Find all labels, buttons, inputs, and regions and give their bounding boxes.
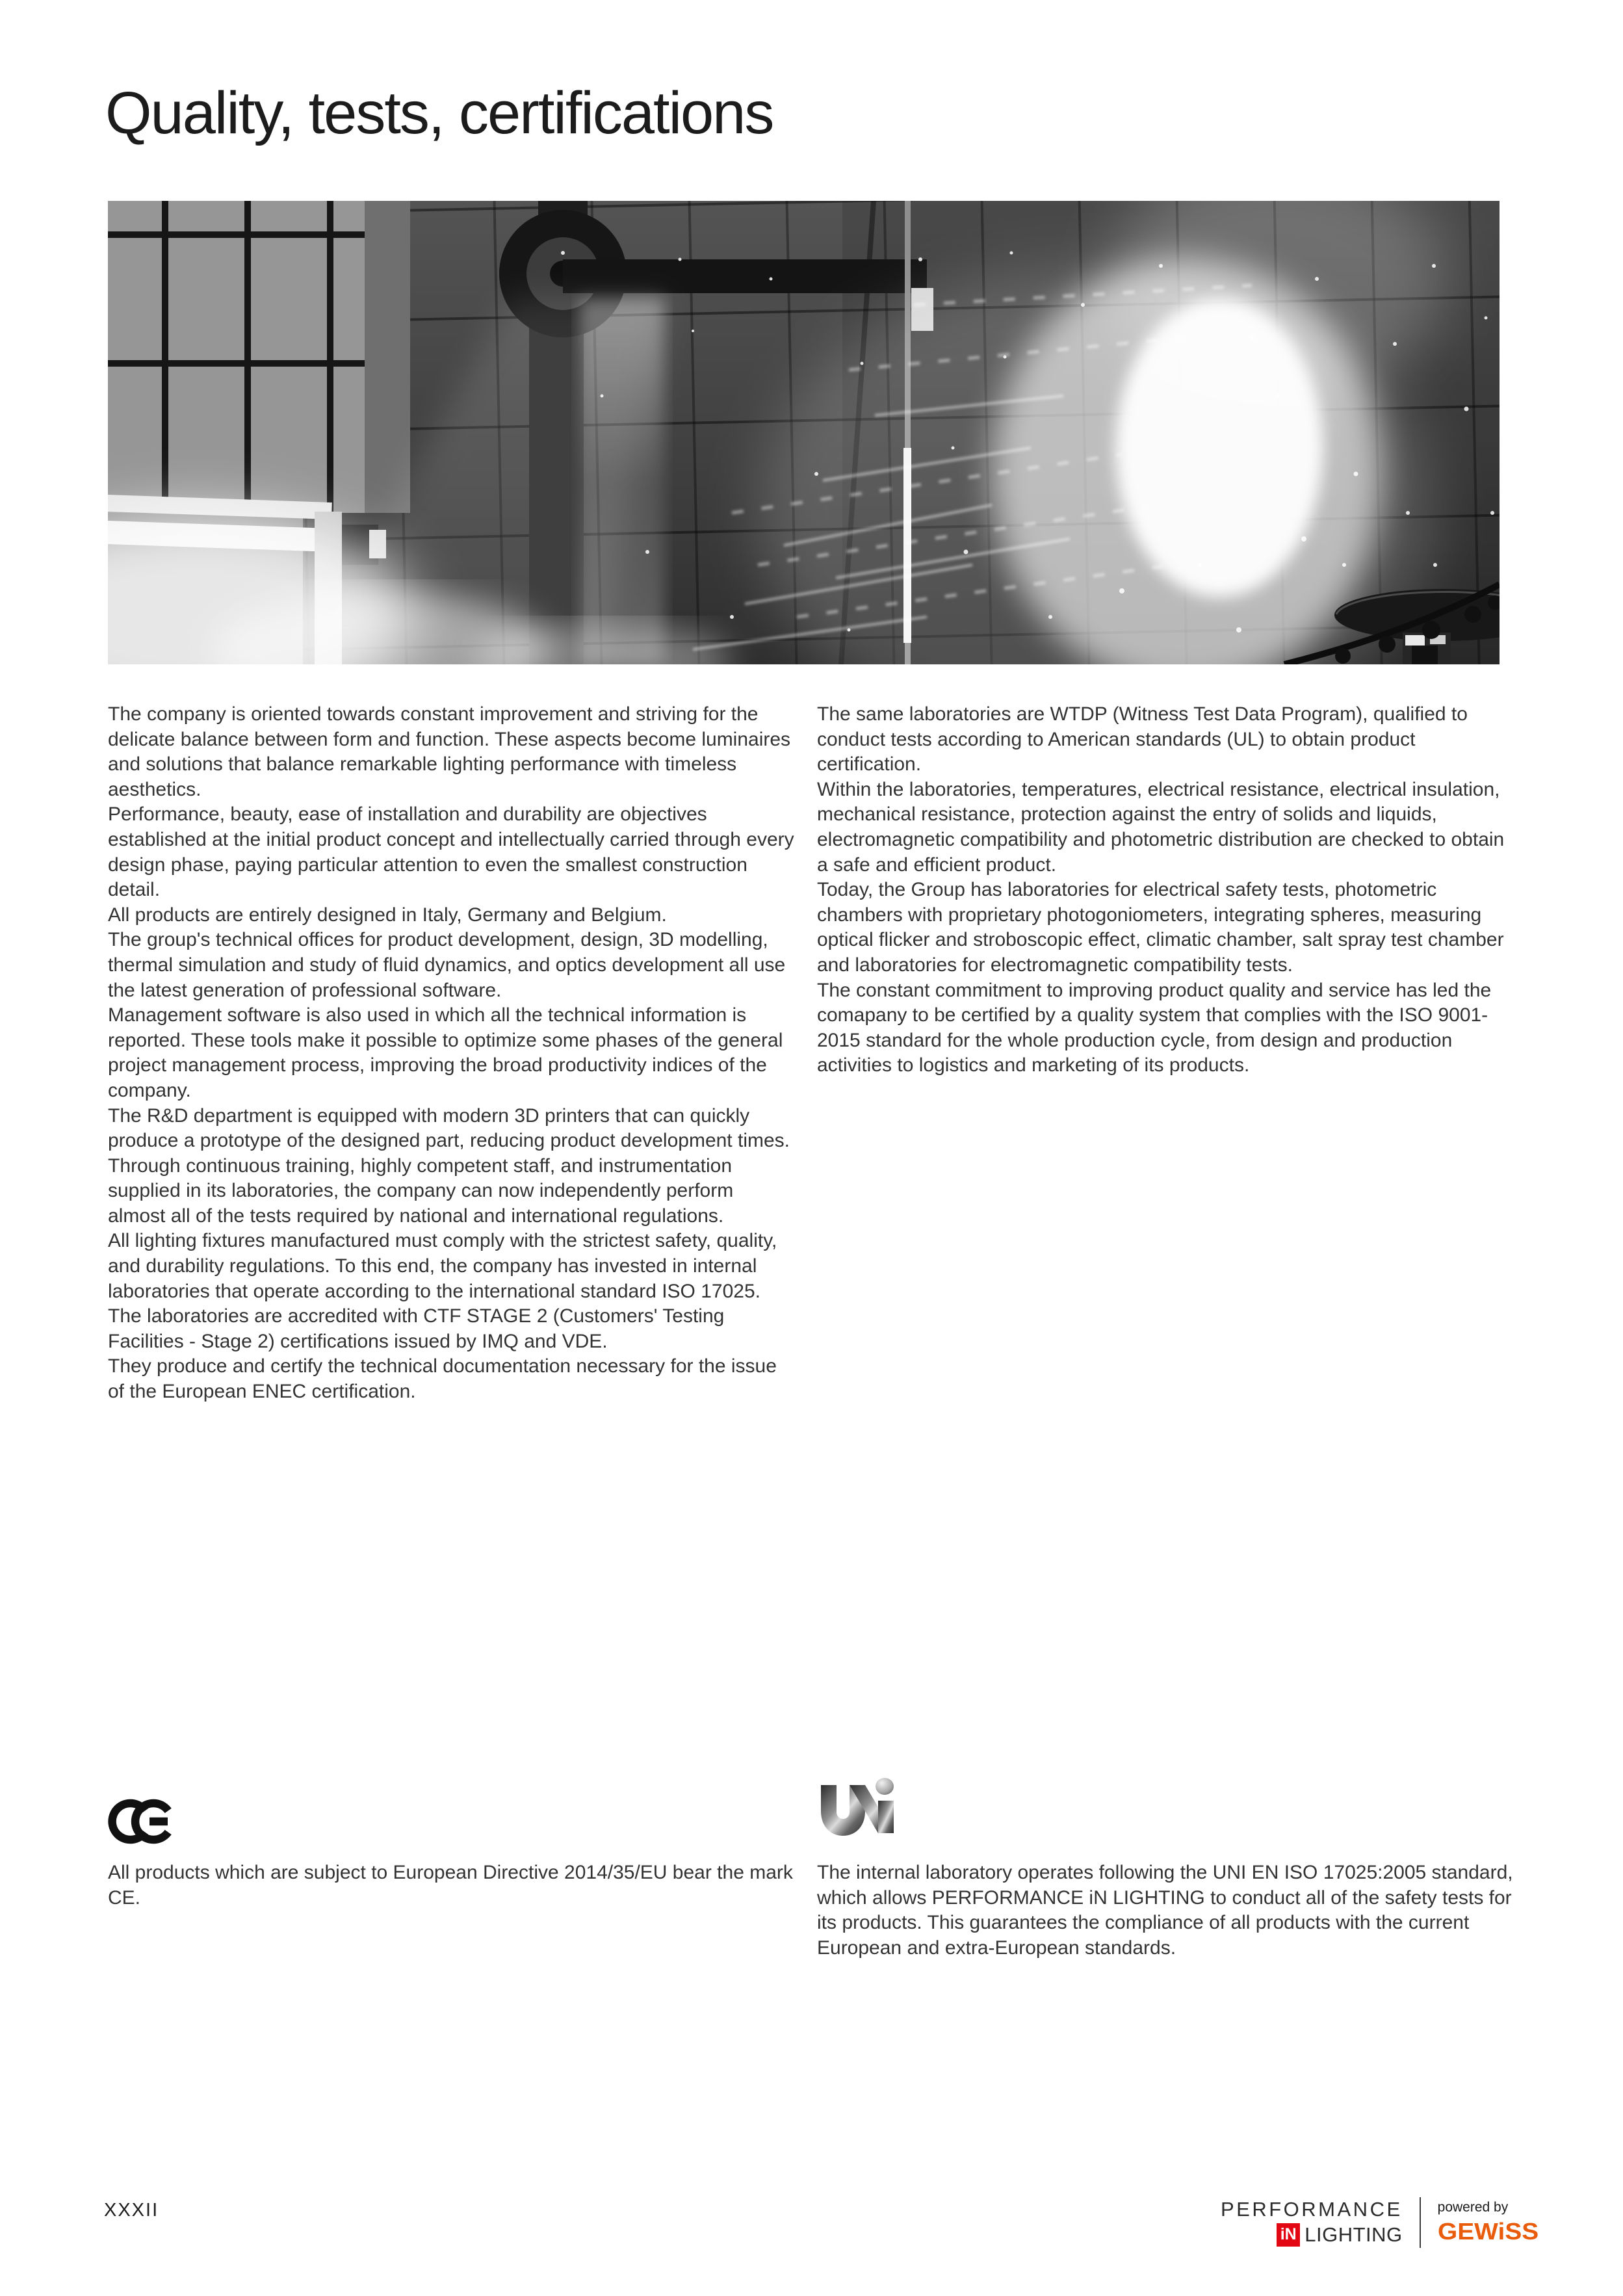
body-paragraph: The same laboratories are WTDP (Witness Test Data Program), qualified to conduct tests according to American standards (UL) to obtain product certification. <box>817 703 1468 776</box>
body-paragraph: All lighting fixtures manufactured must comply with the strictest safety, quality, and durability regulations. To this end, the company has invested in internal laboratories that operate according to the international standard ISO 17025. <box>108 1230 777 1302</box>
gewiss-logo: GEWiSS <box>1437 2218 1539 2245</box>
body-column-left <box>108 702 796 1405</box>
body-paragraph: Performance, beauty, ease of installation and durability are objectives established at the initial product concept and intellectually carried through every design phase, paying particular attention to even the smallest construction detail. <box>108 803 794 901</box>
spray-test-photo-graphic <box>108 201 1500 664</box>
ce-caption <box>108 1860 816 1911</box>
powered-by-label: powered by <box>1437 2200 1509 2215</box>
body-paragraph: The company is oriented towards constant improvement and striving for the delicate balance between form and function. These aspects become luminaires and solutions that balance remarkable lighting performance with timeless aesthetics. <box>108 703 791 800</box>
brand-lighting: LIGHTING <box>1305 2223 1403 2246</box>
brand-performance: PERFORMANCE <box>1221 2198 1403 2221</box>
spray-test-photo <box>108 201 1500 664</box>
uni-caption <box>817 1860 1516 1961</box>
body-column-right <box>817 702 1505 1078</box>
body-paragraph: Within the laboratories, temperatures, electrical resistance, electrical insulation, mechanical resistance, protection against the entry of solids and liquids, electromagnetic compatibility and photometric distribution are checked to obtain a safe and efficient product. <box>817 778 1505 876</box>
body-paragraph: The laboratories are accredited with CTF STAGE 2 (Customers' Testing Facilities - Stage 2) certifications issued by IMQ and VDE. <box>108 1305 725 1352</box>
body-paragraph: Today, the Group has laboratories for electrical safety tests, photometric chambers with proprietary photogoniometers, integrating spheres, measuring optical flicker and stroboscopic effect, climatic chamber, salt spray test chamber and laboratories for electromagnetic compatibility tests. <box>817 879 1504 976</box>
body-paragraph: Through continuous training, highly competent staff, and instrumentation supplied in its laboratories, the company can now independently perform almost all of the tests required by national and international regulations. <box>108 1155 734 1227</box>
in-badge-icon: iN <box>1277 2223 1300 2247</box>
gewiss-logo-block <box>1437 2200 1539 2245</box>
body-paragraph: They produce and certify the technical documentation necessary for the issue of the European ENEC certification. <box>108 1355 777 1403</box>
body-paragraph: The constant commitment to improving product quality and service has led the comapany to be certified by a quality system that complies with the ISO 9001-2015 standard for the whole production cycle, from design and production activities to logistics and marketing of its products. <box>817 979 1492 1076</box>
body-paragraph: The group's technical offices for product development, design, 3D modelling, thermal simulation and study of fluid dynamics, and optics development all use the latest generation of professional software. <box>108 929 786 1001</box>
performance-in-lighting-logo <box>1221 2198 1403 2246</box>
brand-divider <box>1420 2197 1421 2248</box>
uni-caption-text: The internal laboratory operates following the UNI EN ISO 17025:2005 standard, which allows PERFORMANCE iN LIGHTING to conduct all of the safety tests for its products. This guarantees the compliance of all products with the current European and extra-European standards. <box>817 1862 1513 1959</box>
footer-brand <box>1221 2197 1539 2248</box>
body-paragraph: The R&D department is equipped with modern 3D printers that can quickly produce a prototype of the designed part, reducing product development times. <box>108 1104 790 1152</box>
ce-caption-text: All products which are subject to European Directive 2014/35/EU bear the mark CE. <box>108 1862 793 1909</box>
ce-mark-logo <box>108 1797 173 1846</box>
body-paragraph: All products are entirely designed in Italy, Germany and Belgium. <box>108 904 667 926</box>
page-number: XXXII <box>104 2200 159 2221</box>
uni-logo <box>818 1775 896 1842</box>
body-paragraph: Management software is also used in which all the technical information is reported. These tools make it possible to optimize some phases of the general project management process, improving the broad productivity indices of the company. <box>108 1004 783 1101</box>
page-title: Quality, tests, certifications <box>105 80 773 146</box>
